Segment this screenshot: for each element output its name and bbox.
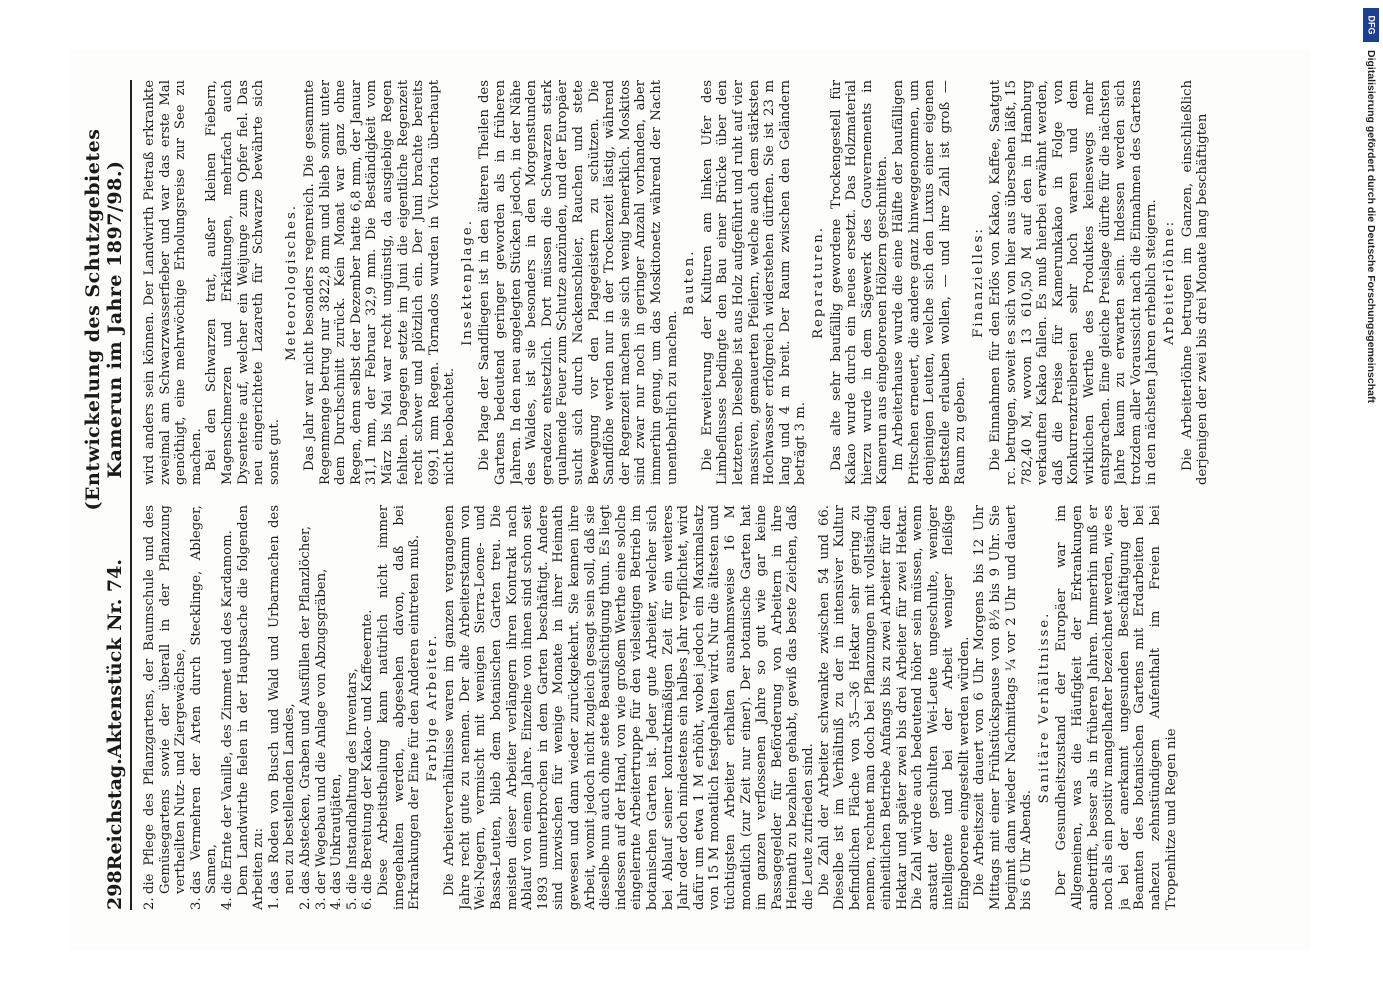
list-item bbox=[220, 505, 236, 910]
list-item bbox=[360, 505, 376, 910]
section-heading: Arbeiterlöhne: bbox=[1162, 219, 1177, 346]
section-heading: Farbige Arbeiter. bbox=[424, 633, 440, 782]
paragraph: Die Erweiterung der Kulturen am linken Ufer des Limbeflusses bedingte den Bau einer Brücke über den letzteren. Dieselbe ist aus Holz aufgeführt und ruht auf vier massiven, gemauerten Pfeilern, welche auch dem stärksten Hochwasser erfolgreich widerstehen dürften. Sie ist 23 m lang und 4 m breit. Der Raum zwischen den Geländern beträgt 3 m. bbox=[699, 80, 809, 485]
paragraph: Die Arbeiterlöhne betrugen im Ganzen, einschließlich derjenigen der zwei bis drei Monate lang beschäftigten bbox=[1179, 80, 1211, 485]
section-heading: Reparaturen. bbox=[810, 226, 826, 339]
document-page bbox=[70, 50, 1310, 950]
list-item-text: das Vermehren der Arten durch Stecklinge, Ableger, Samen, bbox=[188, 505, 220, 894]
paragraph: Diese Arbeitstheilung kann natürlich nicht immer innegehalten werden, abgesehen davon, daß bei Erkrankungen der Eine für den Anderen eintreten muß. bbox=[375, 505, 423, 910]
section-title: Reichstag. bbox=[104, 758, 126, 871]
text-column-left bbox=[142, 505, 1284, 910]
section-heading: Meteorologisches. bbox=[284, 204, 300, 361]
section-heading: Sanitäre Verhältnisse. bbox=[1036, 611, 1052, 804]
digitization-note bbox=[1363, 50, 1377, 610]
section-heading: Bauten. bbox=[682, 249, 698, 316]
paragraph: Bei den Schwarzen trat, außer kleinen Fiebern, Magenschmerzen und Erkältungen, mehrfach auch Dysenterie auf, welcher ein Weijunge zum Opfer fiel. Das neu eingerichtete Lazareth für Schwarze bewährte sich sonst gut. bbox=[204, 80, 282, 485]
list-item-number: 2. bbox=[142, 897, 157, 910]
digitization-note-text: Digitalisierung gefördert durch die Deutsche Forschungsgemeinschaft bbox=[1365, 50, 1377, 403]
list-item-number: 4. bbox=[329, 897, 345, 910]
section-heading: Insektenplage. bbox=[459, 219, 475, 346]
text-column-right bbox=[142, 80, 1284, 485]
list-item-text: das Abstecken, Graben und Ausfüllen der Pflanzlöcher, bbox=[297, 525, 313, 894]
paragraph: wird anders sein können. Der Landwirth Pietraß erkrankte zweimal am Schwarzwasserfieber und war das erste Mal genöthigt, eine mehrwöchige Erholungsreise zur See zu machen. bbox=[142, 80, 204, 485]
list-item-number: 3. bbox=[188, 897, 204, 910]
page-number: 298 bbox=[104, 870, 126, 910]
paragraph: Der Gesundheitszustand der Europäer war im Allgemeinen, was die Häufigkeit der Erkrankungen anbetrifft, besser als in früheren Jahren. Immerhin muß er noch als ein positiv mangelhafter bezeichnet werden, wie es ja bei der anerkannt ungesunden Beschäftigung der Beamten des botanischen Gartens mit Erdarbeiten bei nahezu zehnstündigem Aufenthalt im Freien bei Tropenhitze und Regen nie bbox=[1054, 505, 1179, 910]
list-item bbox=[189, 505, 220, 910]
list-item-number: 5. bbox=[344, 897, 360, 910]
list-item bbox=[314, 505, 330, 910]
list-item-text: die Ernte der Vanille, des Zimmet und des Kardamom. bbox=[219, 530, 235, 894]
list-item bbox=[329, 505, 345, 910]
document-title: (Entwickelung des Schutzgebietes Kamerun im Jahre 1897/98.) bbox=[82, 128, 126, 511]
list-item-text: das Roden von Busch und Wald und Urbarmachen des neu zu bestellenden Landes, bbox=[266, 505, 298, 894]
paragraph: Das Jahr war nicht besonders regenreich. Die gesammte Regenmenge betrug nur 3822,8 mm und blieb somit unter dem Durchschnitt zurück. Kein Monat war ganz ohne Regen, denn selbst der Dezember hatte 6,8 mm, der Januar 31,1 mm, der Februar 32,9 mm. Die Beständigkeit vom März bis Mai war recht ungünstig, da ausgiebige Regen fehlten. Dagegen setzte im Juni die eigentliche Regenzeit recht schwer und plötzlich ein. Der Juni brachte bereits 699,1 mm Regen. Tornados wurden in Victoria überhaupt nicht beobachtet. bbox=[301, 80, 458, 485]
list-item-text: das Unkrautjäten, bbox=[329, 773, 345, 894]
paragraph: Dem Landwirthe fielen in der Hauptsache die folgenden Arbeiten zu: bbox=[235, 505, 267, 910]
paragraph: Die Einnahmen für den Erlös von Kakao, Kaffee, Saatgut rc. betrugen, soweit es sich von hier aus übersehen läßt, 15 782,40 M, wovon 13 610,50 M auf den in Hamburg verkauften Kakao fallen. Es muß hierbei erwähnt werden, daß die Preise für Kamerunkakao in Folge von Konkurrenztreibereien sehr hoch waren und dem wirklichen Werthe des Produktes keineswegs mehr entsprachen. Eine gleiche Preislage dürfte für die nächsten Jahre kaum zu erwarten sein. Indessen werden sich trotzdem aller Voraussicht nach die Einnahmen des Gartens in den nächsten Jahren erheblich steigern. bbox=[988, 80, 1160, 485]
list-item-number: 6. bbox=[360, 897, 376, 910]
list-item-number: 1. bbox=[266, 897, 282, 910]
paragraph: Die Zahl der Arbeiter schwankte zwischen 54 und 66. Dieselbe ist im Verhältniß zu der in intensiver Kultur befindlichen Fläche von 35—36 Hektar sehr gering zu nennen, rechnet man doch bei Pflanzungen mit vollständig einheitlichen Betriebe Anfangs bis zu zwei Arbeiter für den Hektar und später zwei bis drei Arbeiter für zwei Hektar. Die Zahl würde auch bedeutend höher sein müssen, wenn anstatt der geschulten Wei-Leute ungeschulte, weniger intelligente und bei der Arbeit weniger fleißige Eingeborene eingestellt werden würden. bbox=[816, 505, 972, 910]
paragraph: Die Plage der Sandfliegen ist in den älteren Theilen des Gartens bedeutend geringer geworden als in früheren Jahren. In den neu angelegten Stücken jedoch, in der Nähe des Waldes, ist sie besonders in den Morgenstunden geradezu entsetzlich. Dort müssen die Schwarzen stark qualmende Feuer zum Schutze anzünden, und der Europäer sucht sich durch Nackenschleier, Rauchen und stete Bewegung vor den Plagegeistern zu schützen. Die Sandflöhe werden nur in der Trockenzeit lästig, während der Regenzeit machen sie sich wenig bemerklich. Moskitos sind zwar nur noch in geringer Anzahl vorhanden, aber immerhin genug, um das Moskitonetz während der Nacht unentbehrlich zu machen. bbox=[477, 80, 680, 485]
paragraph: Die Arbeitszeit dauert von 6 Uhr Morgens bis 12 Uhr Mittags mit einer Frühstückspause von 8½ bis 9 Uhr. Sie beginnt dann wieder Nachmittags ¼ vor 2 Uhr und dauert bis 6 Uhr Abends. bbox=[972, 505, 1035, 910]
list-item-text: der Wegebau und die Anlage von Abzugsgräben, bbox=[313, 568, 329, 894]
list-item-text: die Pflege des Pflanzgartens, der Baumschule und des Gemüsegartens sowie der überall in der Pflanzung vertheilten Nutz- und Ziergewächse, bbox=[142, 505, 189, 894]
list-item-text: die Instandhaltung des Inventars, bbox=[344, 668, 360, 894]
document-number: Aktenstück Nr. 74. bbox=[104, 559, 126, 759]
list-item-number: 4. bbox=[219, 897, 235, 910]
list-item bbox=[345, 505, 361, 910]
list-item bbox=[267, 505, 298, 910]
list-item-text: die Bereitung der Kakao- und Kaffeeernte. bbox=[360, 609, 376, 894]
list-item-number: 2. bbox=[297, 897, 313, 910]
list-item-number: 3. bbox=[313, 897, 329, 910]
paragraph: Das alte sehr baufällig gewordene Trockengestell für Kakao wurde durch ein neues ersetzt. Das Holzmaterial hierzu wurde in dem Sägewerk des Gouvernements in Kamerun aus eingeborenen Hölzern geschnitten. bbox=[828, 80, 891, 485]
paragraph: Im Arbeiterhause wurde die eine Hälfte der baufälligen Pritschen erneuert, die andere ganz hinweggenommen, um denjenigen Leuten, welche sich den Luxus einer eigenen Bettstelle erlauben wollen, — und ihre Zahl ist groß — Raum zu geben. bbox=[890, 80, 969, 485]
list-item bbox=[142, 505, 189, 910]
list-item bbox=[298, 505, 314, 910]
paragraph: Die Arbeiterverhältnisse waren im ganzen vergangenen Jahre recht gute zu nennen. Der alte Arbeiterstamm von Wei-Negern, vermischt mit wenigen Sierra-Leone- und Bassa-Leuten, blieb dem botanischen Garten treu. Die meisten dieser Arbeiter verlängern ihren Kontrakt nach Ablauf von einem Jahre. Einzelne von ihnen sind schon seit 1893 ununterbrochen in dem Garten beschäftigt. Andere sind inzwischen für wenige Monate in ihrer Heimath gewesen und dann wieder zurückgekehrt. Sie kennen ihre Arbeit, womit jedoch nicht zugleich gesagt sein soll, daß sie dieselbe nun auch ohne stete Beaufsichtigung thun. Es liegt indessen auf der Hand, von wie großem Werthe eine solche eingelernte Arbeitertruppe für den vielseitigen Betrieb im botanischen Garten ist. Jeder gute Arbeiter, welcher sich bei Ablauf seiner kontraktmäßigen Zeit für ein weiteres Jahr oder doch mindestens ein halbes Jahr verpflichtet, wird dafür um etwa 1 M erhöht, wobei jedoch ein Maximalsatz von 15 M monatlich festgehalten wird. Nur die ältesten und tüchtigsten Arbeiter erhalten ausnahmsweise 16 M monatlich (zur Zeit nur einer). Der botanische Garten hat im ganzen verflossenen Jahre so gut wie gar keine Passagegelder für Beförderung von Arbeitern in ihre Heimath zu bezahlen gehabt, gewiß das beste Zeichen, daß die Leute zufrieden sind. bbox=[442, 505, 816, 910]
page-header bbox=[82, 80, 132, 910]
dfg-logo: DFG bbox=[1363, 8, 1379, 42]
section-heading: Finanzielles: bbox=[970, 227, 986, 338]
